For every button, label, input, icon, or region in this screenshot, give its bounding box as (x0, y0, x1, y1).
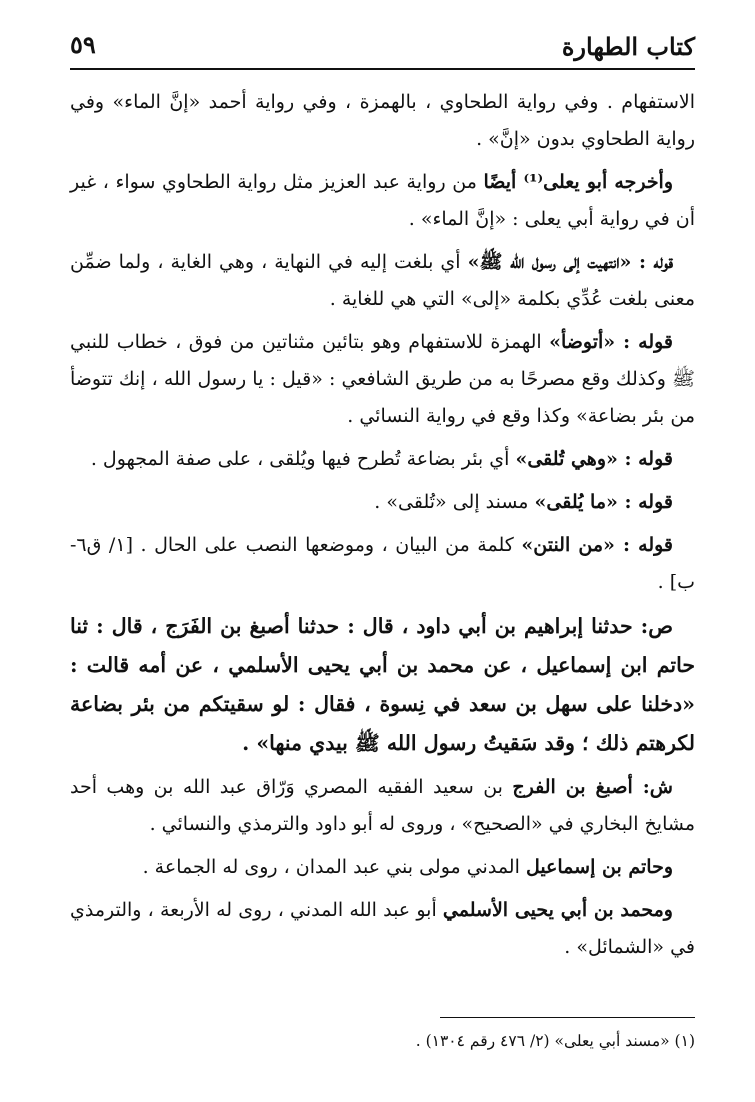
paragraph-p4 (70, 324, 695, 435)
paragraph-p6 (70, 484, 695, 521)
paragraph-text: الهمزة للاستفهام وهو بتائين مثناتين من فوق ، خطاب للنبي ﷺ وكذلك وقع مصرحًا به من طريق الشافعي : «قيل : يا رسول الله ، إنك تتوضأ من بئر بضاعة» وكذا وقع في رواية النسائي . (70, 331, 695, 427)
paragraph-text: الاستفهام . وفي رواية الطحاوي ، بالهمزة ، وفي رواية أحمد «إنَّ الماء» وفي رواية الطحاوي بدون «إنَّ» . (70, 91, 695, 150)
paragraph-text: أي بلغت إليه في النهاية ، وهي الغاية ، ولما ضمِّن معنى بلغت عُدِّي بكلمة «إلى» التي هي للغاية . (70, 251, 695, 310)
paragraph-p11 (70, 892, 695, 966)
paragraph-lead: وأخرجه أبو يعلى⁽¹⁾ أيضًا (483, 171, 674, 193)
paragraph-text: كلمة من البيان ، وموضعها النصب على الحال . [١/ ق٦-ب] . (70, 534, 695, 593)
paragraph-lead: ومحمد بن أبي يحيى الأسلمي (442, 899, 673, 921)
paragraph-lead: قوله : «من النتن» (521, 534, 674, 556)
paragraph-p7 (70, 527, 695, 601)
paragraph-lead: ص: حدثنا إبراهيم بن أبي داود ، قال : حدثنا أصبغ بن الفَرَج ، قال : ثنا حاتم ابن إسماعيل ، عن محمد بن أبي يحيى الأسلمي ، عن أمه قالت : «دخلنا على سهل بن سعد في نِسوة ، فقال : لو سقيتكم من بئر بضاعة لكرهتم ذلك ؛ وقد سَقيتُ رسول الله ﷺ بيدي منها» . (70, 614, 695, 755)
paragraph-p2 (70, 164, 695, 238)
paragraph-lead: قوله : «وهي تُلقى» (515, 448, 673, 470)
paragraph-text: أبو عبد الله المدني ، روى له الأربعة ، والترمذي في «الشمائل» . (70, 899, 695, 958)
page-body (70, 84, 695, 972)
paragraph-text: من رواية عبد العزيز مثل رواية الطحاوي سواء ، غير أن في رواية أبي يعلى : «إنَّ الماء» . (70, 171, 695, 230)
paragraph-lead: قوله : «أتوضأ» (549, 331, 674, 353)
paragraph-p9 (70, 769, 695, 843)
paragraph-lead: قوله : «ما يُلقى» (534, 491, 673, 513)
paragraph-text: أي بئر بضاعة تُطرح فيها ويُلقى ، على صفة المجهول . (90, 448, 510, 470)
paragraph-text: المدني مولى بني عبد المدان ، روى له الجماعة . (142, 856, 520, 878)
paragraph-p1 (70, 84, 695, 158)
page-number: ٥٩ (70, 30, 96, 59)
paragraph-p5 (70, 441, 695, 478)
paragraph-p8 (70, 607, 695, 763)
paragraph-p10 (70, 849, 695, 886)
paragraph-p3 (70, 244, 695, 318)
paragraph-lead: قوله : «انتهيت إلى رسول الله ﷺ» (467, 251, 674, 273)
chapter-title: كتاب الطهارة (561, 32, 695, 61)
running-header (70, 28, 695, 70)
paragraph-text: مسند إلى «تُلقى» . (374, 491, 529, 513)
paragraph-lead: ش: أصبغ بن الفرج (512, 776, 673, 798)
paragraph-text: بن سعيد الفقيه المصري وَرّاق عبد الله بن وهب أحد مشايخ البخاري في «الصحيح» ، وروى له أبو داود والترمذي والنسائي . (70, 776, 695, 835)
paragraph-lead: وحاتم بن إسماعيل (525, 856, 673, 878)
footnote-separator (440, 1017, 695, 1018)
footnote: (١) «مسند أبي يعلى» (٢/ ٤٧٦ رقم ١٣٠٤) . (415, 1032, 695, 1050)
